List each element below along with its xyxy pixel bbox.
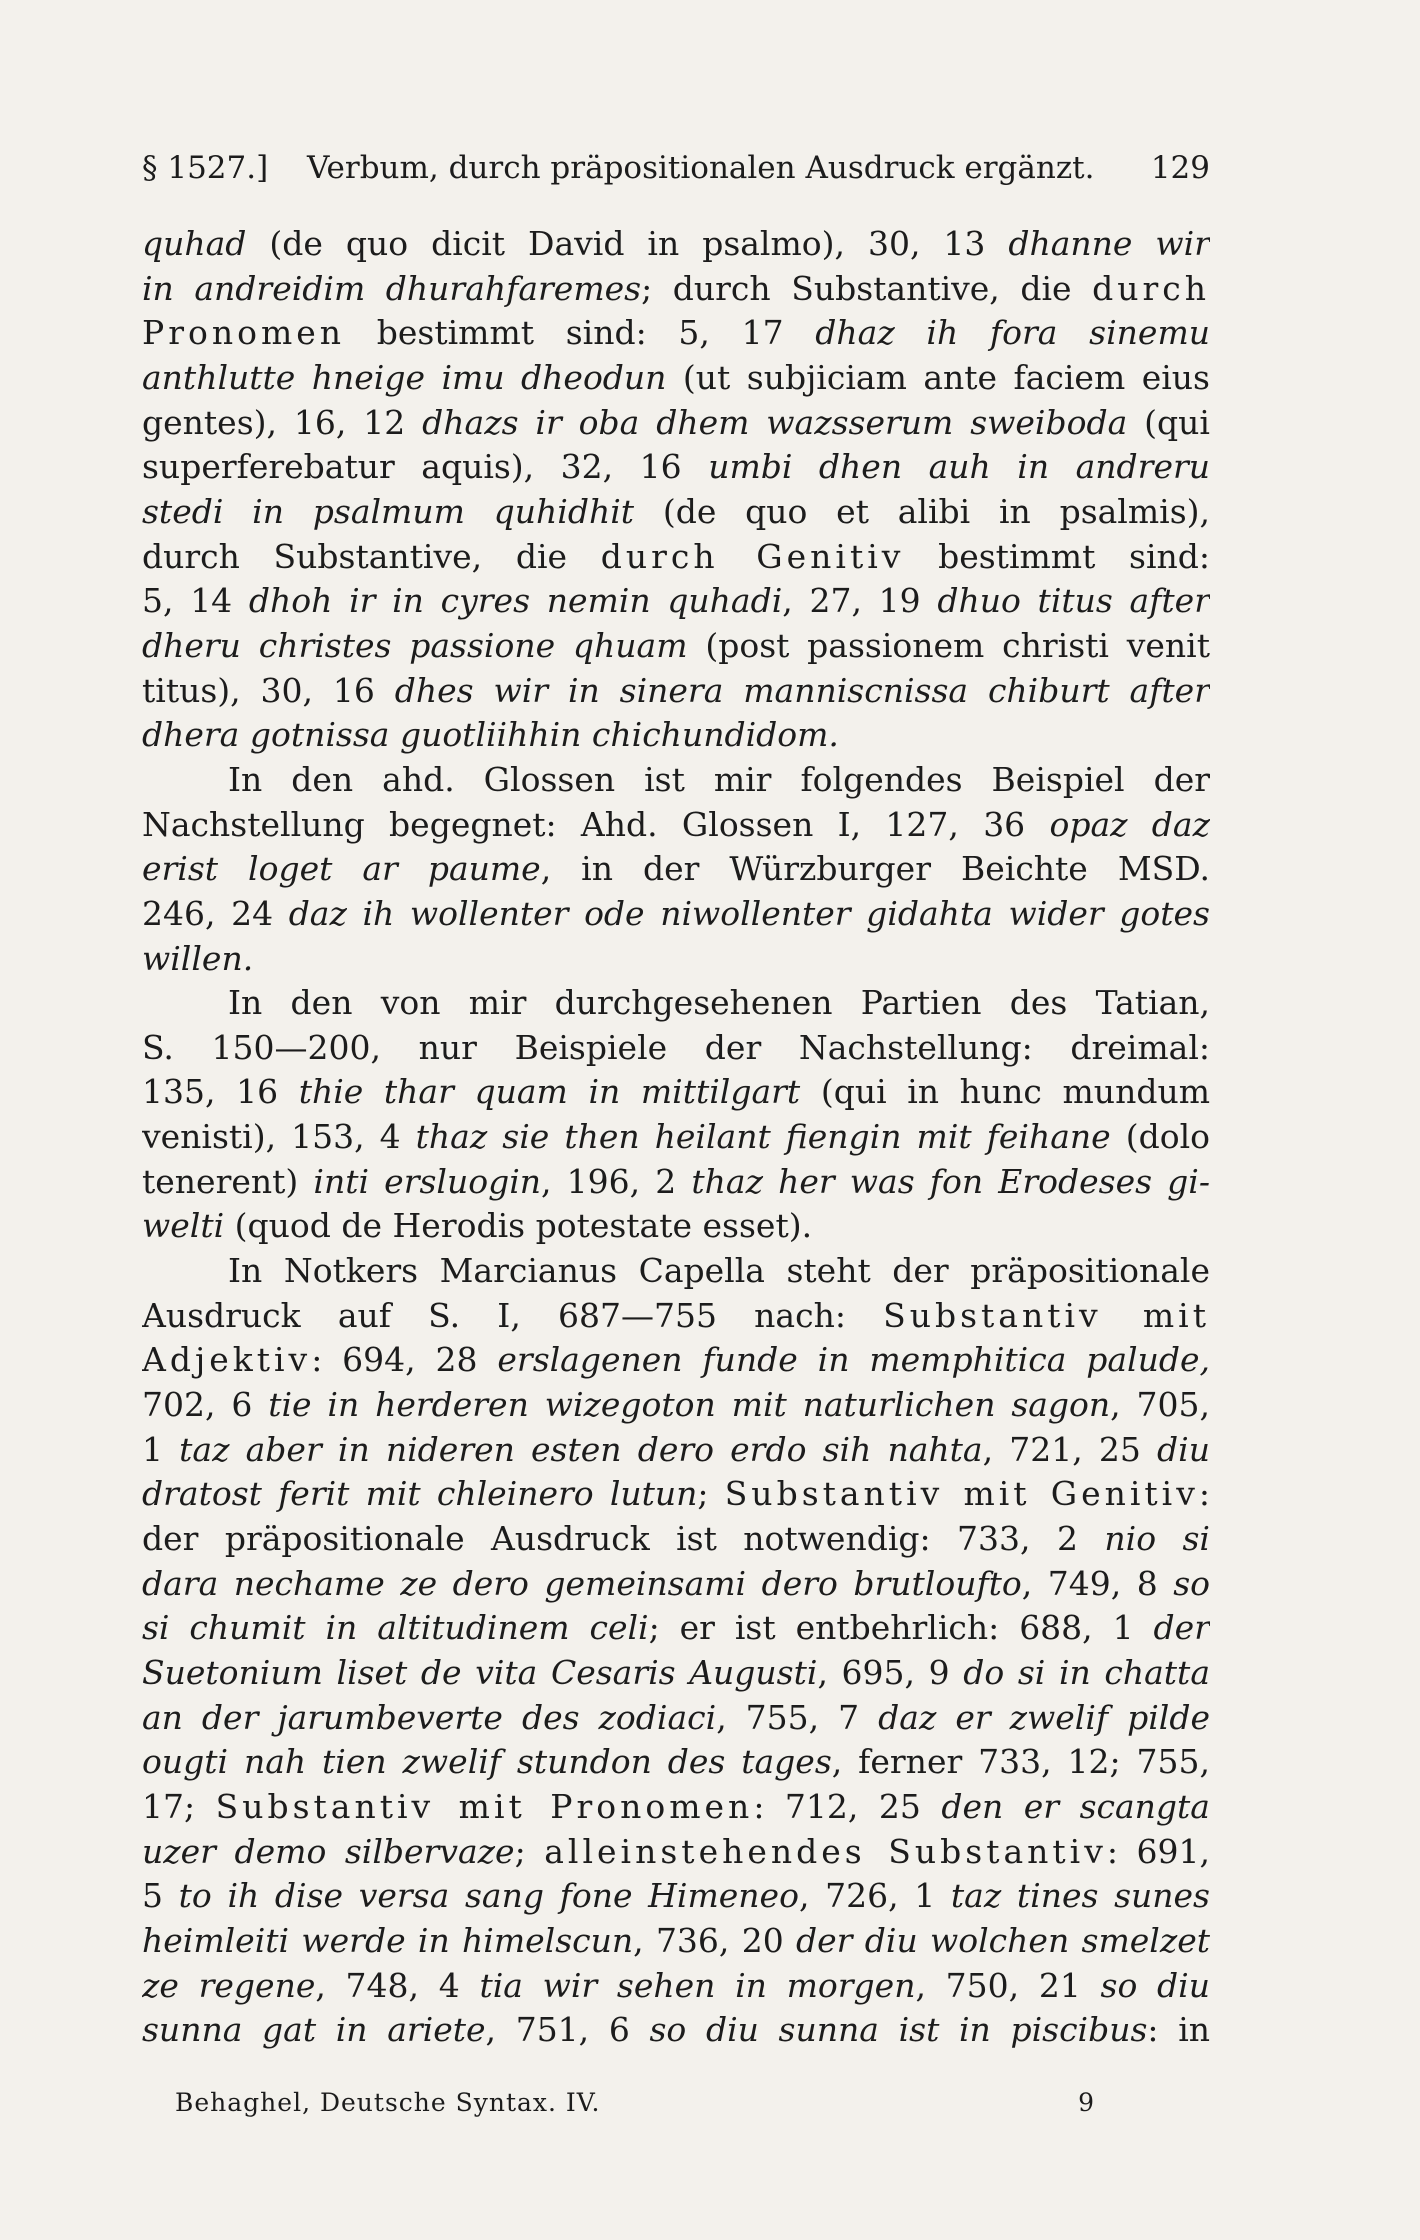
text-line [142,1428,1210,1473]
italic-citation: diu [1157,1429,1210,1469]
footer-citation: Behaghel, Deutsche Syntax. IV. [175,2088,601,2117]
text-line [142,1160,1210,1205]
italic-citation: ougti nah tien zwelif stundon des tages [142,1742,832,1782]
italic-citation: inti ersluogin [313,1161,542,1201]
text-run: , 721, 25 [982,1429,1158,1469]
italic-citation: der diu wolchen smelzet [796,1920,1210,1960]
spaced-emphasis: alleinstehendes Substantiv [544,1831,1107,1871]
text-line [142,1115,1210,1160]
text-run: bestimmt sind: 5, 17 [345,313,816,353]
text-run: , 750, 21 [915,1965,1101,2005]
text-line [142,356,1210,401]
italic-citation: thaz sie then heilant fiengin mit feihane [415,1117,1111,1157]
text-line [142,401,1210,446]
text-line [142,535,1210,580]
italic-citation: in andreidim dhurahfaremes [142,268,642,308]
italic-citation: dhera gotnissa guotliihhin chichundidom. [142,715,839,755]
text-run: tenerent) [142,1161,314,1201]
text-run: (qui [1127,402,1210,442]
text-run: 1 [142,1429,180,1469]
text-run: gentes), 16, 12 [142,402,423,442]
text-run: , 726, 1 [798,1876,951,1916]
text-run: 5, 14 [142,581,249,621]
italic-citation: Suetonium liset de vita Cesaris Augusti [142,1653,818,1692]
text-line [142,981,1210,1026]
italic-citation: daz ih wollenter ode niwollenter gidahta wider gotes [288,893,1210,933]
text-run: : 694, 28 [311,1340,498,1380]
text-line [142,1070,1210,1115]
text-run: (de quo dicit David in psalmo), 30, 13 [246,224,1009,263]
italic-citation: dheru christes passione qhuam [142,625,688,665]
text-line [142,1517,1210,1562]
text-run: bestimmt sind: [904,536,1210,576]
text-line [142,445,1210,490]
italic-citation: stedi in psalmum quhidhit [142,491,635,531]
text-run: (dolo [1110,1117,1210,1157]
text-run: , 755, 7 [716,1697,879,1737]
italic-citation: so diu sunna ist in piscibus [649,2010,1148,2050]
text-run: titus), 30, 16 [142,670,395,710]
text-line [142,624,1210,669]
italic-citation: uzer demo silbervaze [142,1831,515,1871]
text-line [142,1338,1210,1383]
italic-citation: thaz her was fon Erodeses gi- [691,1161,1210,1201]
italic-citation: nio si [1104,1519,1210,1559]
text-run: Ausdruck auf S. I, 687—755 nach: [142,1295,884,1335]
italic-citation: dhuo titus after [937,581,1210,621]
italic-citation: ze regene [142,1965,316,2005]
text-line [142,1472,1210,1517]
text-line [142,937,1210,982]
text-run: In den ahd. Glossen ist mir folgendes Beispiel der [228,759,1210,799]
text-line [142,847,1210,892]
italic-citation: erslagenen funde in memphitica palude, [497,1340,1210,1380]
text-line [142,803,1210,848]
text-line [142,222,1210,267]
text-run: (ut subjiciam ante faciem eius [666,357,1210,397]
text-run: (qui in hunc mundum [800,1072,1210,1112]
text-line [142,1785,1210,1830]
text-line [142,1919,1210,1964]
text-line [142,1874,1210,1919]
text-run: superferebatur aquis), 32, 16 [142,447,709,487]
header-title: Verbum, durch präpositionalen Ausdruck ergänzt. [307,150,1095,186]
text-run: , 749, 8 [1021,1563,1174,1603]
italic-citation: dhoh ir in cyres nemin quhadi [248,581,783,621]
italic-citation: do si in chatta [963,1653,1210,1692]
italic-citation: anthlutte hneige imu dheodun [142,357,667,397]
text-line [142,2008,1210,2053]
italic-citation: willen. [142,938,254,978]
text-run: (de quo et alibi in psalmis), [634,491,1210,531]
italic-citation: dhaz ih fora sinemu [815,313,1210,353]
text-run: , 695, 9 [817,1653,964,1692]
text-line [142,1204,1210,1249]
text-line [142,579,1210,624]
text-run: 702, 6 [142,1385,269,1425]
spaced-emphasis: durch Genitiv [600,536,905,576]
text-line [142,311,1210,356]
text-line [142,1696,1210,1741]
text-line [142,892,1210,937]
spaced-emphasis: Substantiv mit Pronomen [215,1786,754,1826]
italic-citation: dhanne wir [1008,224,1210,263]
text-line [142,1562,1210,1607]
text-run: 17; [142,1786,216,1826]
text-line [142,1026,1210,1071]
italic-citation: taz tines sunes [950,1876,1210,1916]
text-run: : 691, [1106,1831,1210,1871]
text-line [142,1383,1210,1428]
section-reference: § 1527.] [142,150,269,186]
spaced-emphasis: Adjektiv [142,1340,312,1380]
text-run: (quod de Herodis potestate esset). [224,1206,813,1246]
page-number: 129 [1150,150,1210,186]
body-text [142,222,1210,2053]
text-line [142,1651,1210,1696]
italic-citation: welti [142,1206,225,1246]
italic-citation: dratost ferit mit chleinero lutun [142,1474,698,1514]
text-run: S. 150—200, nur Beispiele der Nachstellung: dreimal: [142,1027,1210,1067]
text-run: ; er ist entbehrlich: 688, 1 [648,1608,1154,1648]
text-run: , 748, 4 [315,1965,480,2005]
text-run: 5 [142,1876,179,1916]
text-line [142,669,1210,714]
text-run: (post passionem christi venit [687,625,1210,665]
text-run: In Notkers Marcianus Capella steht der präpositionale [228,1251,1210,1291]
italic-citation: dhazs ir oba dhem wazsserum sweiboda [422,402,1128,442]
text-line [142,1294,1210,1339]
text-run: : in [1147,2010,1210,2050]
text-run: , 705, [1110,1385,1210,1425]
text-run: , 196, 2 [541,1161,692,1201]
text-run: In den von mir durchgesehenen Partien des Tatian, [228,983,1210,1023]
italic-citation: daz er zwelif pilde [878,1697,1210,1737]
spaced-emphasis: durch [1092,268,1210,308]
text-run: ; durch Substantive, die [641,268,1093,308]
text-run: : 712, 25 [753,1786,942,1826]
italic-citation: tia wir sehen in morgen [479,1965,916,2005]
italic-citation: si chumit in altitudinem celi [142,1608,649,1648]
text-run: , in der Würzburger Beichte MSD. [540,849,1210,889]
italic-citation: opaz daz [1049,804,1210,844]
italic-citation: dhes wir in sinera manniscnissa chiburt after [394,670,1210,710]
text-run: 135, 16 [142,1072,299,1112]
text-line [142,713,1210,758]
signature-mark: 9 [1078,2088,1095,2117]
text-run: , 751, 6 [485,2010,650,2050]
spaced-emphasis: Substantiv mit Genitiv [724,1474,1199,1514]
italic-citation: umbi dhen auh in andreru [708,447,1210,487]
text-run: Nachstellung begegnet: Ahd. Glossen I, 127, 36 [142,804,1050,844]
text-run: 246, 24 [142,893,289,933]
italic-citation: thie thar quam in mittilgart [298,1072,801,1112]
text-run: , 736, 20 [633,1920,797,1960]
text-run: : [1198,1474,1210,1514]
text-run: , 27, 19 [782,581,938,621]
text-line [142,1606,1210,1651]
italic-citation: so [1173,1563,1210,1603]
italic-citation: an der jarumbeverte des zodiaci [142,1697,717,1737]
text-line [142,1964,1210,2009]
italic-citation: dara nechame ze dero gemeinsami dero brutloufto [142,1563,1022,1603]
text-line [142,1740,1210,1785]
text-line [142,490,1210,535]
italic-citation: der [1153,1608,1210,1648]
italic-citation: quhad [142,224,247,263]
italic-citation: to ih dise versa sang fone Himeneo [178,1876,799,1916]
spaced-emphasis: Substantiv mit [883,1295,1210,1335]
spaced-emphasis: Pronomen [142,313,346,353]
text-line [142,758,1210,803]
text-run: ; [514,1831,545,1871]
text-line [142,267,1210,312]
italic-citation: den er scangta [941,1786,1210,1826]
italic-citation: so diu [1100,1965,1210,2005]
text-run: der präpositionale Ausdruck ist notwendig: 733, 2 [142,1519,1105,1559]
italic-citation: taz aber in nideren esten dero erdo sih nahta [179,1429,983,1469]
italic-citation: erist loget ar paume [142,849,541,889]
text-line [142,1249,1210,1294]
text-run: venisti), 153, 4 [142,1117,416,1157]
text-line [142,1830,1210,1875]
text-run: , ferner 733, 12; 755, [831,1742,1210,1782]
page-footer [175,2085,1095,2121]
italic-citation: heimleiti werde in himelscun [142,1920,634,1960]
italic-citation: tie in herderen wizegoton mit naturlichen sagon [268,1385,1111,1425]
text-run: ; [697,1474,725,1514]
italic-citation: sunna gat in ariete [142,2010,486,2050]
text-run: durch Substantive, die [142,536,601,576]
